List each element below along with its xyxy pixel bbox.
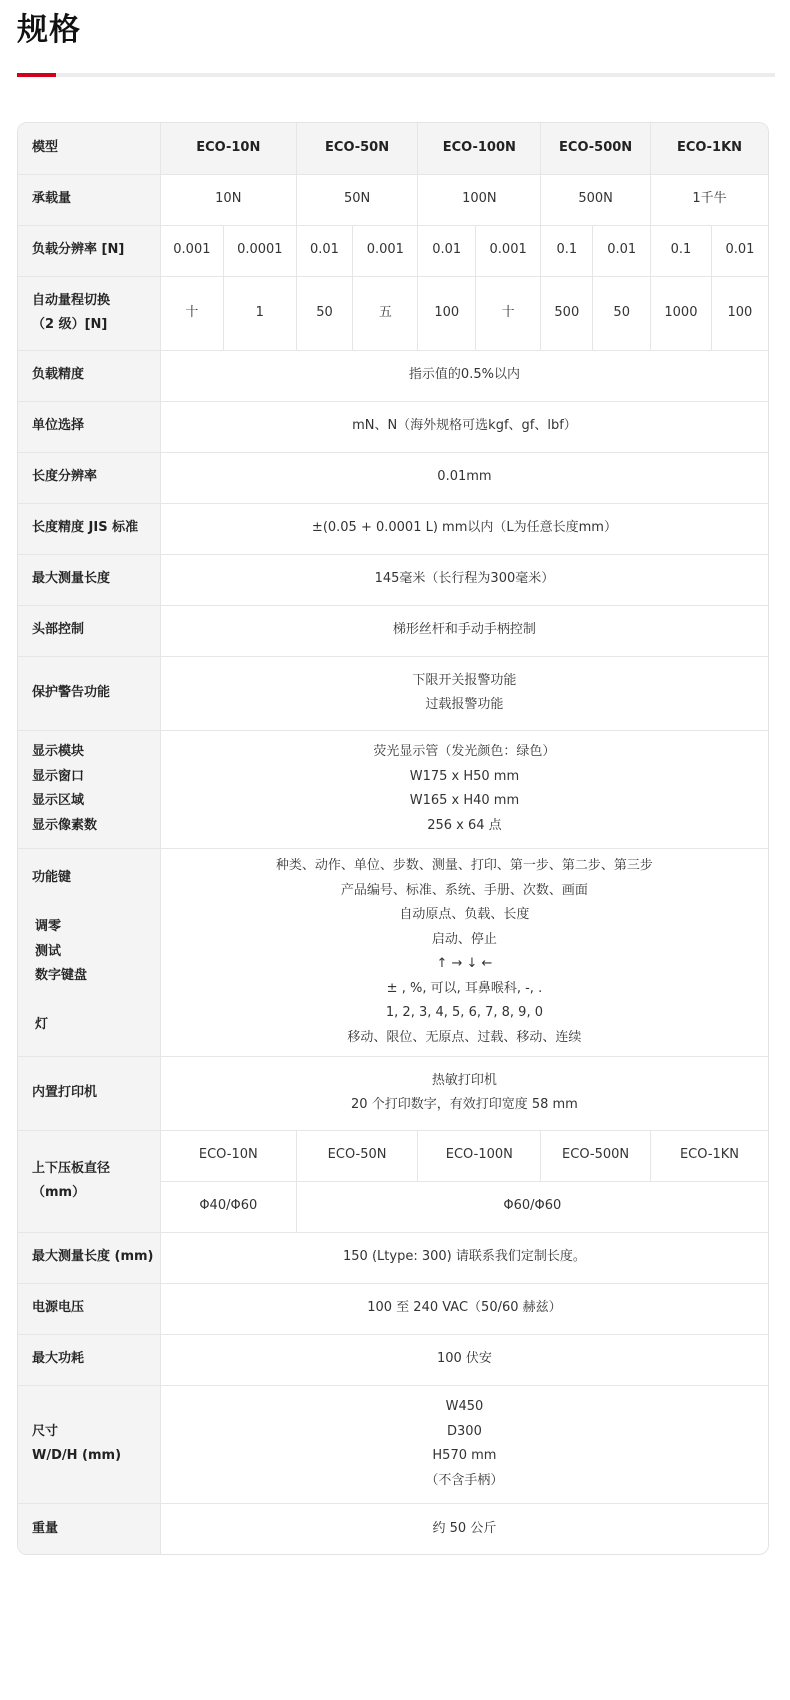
- title-underline: [17, 73, 775, 77]
- row-auto-range: [18, 276, 768, 350]
- row-label-length-resolution: 长度分辨率: [18, 452, 160, 503]
- value-line: H570 mm: [432, 1448, 497, 1463]
- max-length-value: 145毫米（长行程为300毫米）: [160, 554, 768, 605]
- row-length-accuracy: [18, 503, 768, 554]
- label-line: 上下压板直径: [32, 1160, 111, 1176]
- row-label-load-accuracy: 负载精度: [18, 350, 160, 401]
- row-label-power: 最大功耗: [18, 1334, 160, 1385]
- value-line: W175 x H50 mm: [409, 768, 520, 784]
- power-value: 100 伏安: [160, 1334, 768, 1385]
- platen-model-cell: ECO-100N: [418, 1130, 541, 1181]
- printer-value: [160, 1056, 768, 1130]
- label-line: （mm）: [32, 1185, 86, 1200]
- auto-range-cell: 十: [160, 276, 223, 350]
- load-resolution-cell: 0.001: [476, 225, 541, 276]
- value-line: 热敏打印机: [431, 1072, 497, 1088]
- platen-model-cell: ECO-1KN: [651, 1130, 769, 1181]
- row-label-max-length: 最大测量长度: [18, 554, 160, 605]
- platen-value-first: Φ40/Φ60: [160, 1181, 296, 1232]
- row-length-resolution: [18, 452, 768, 503]
- spec-table-container: [17, 122, 769, 1555]
- auto-range-cell: 50: [296, 276, 353, 350]
- row-label-function-keys: [18, 848, 160, 1056]
- row-capacity: [18, 174, 768, 225]
- row-max-length: [18, 554, 768, 605]
- load-accuracy-value: 指示值的0.5%以内: [160, 350, 768, 401]
- label-line: 数字键盘: [35, 968, 88, 984]
- value-line: （不含手柄）: [425, 1472, 504, 1488]
- label-gap: [32, 989, 156, 1014]
- auto-range-cell: 500: [541, 276, 593, 350]
- row-label-load-resolution: 负载分辨率 [N]: [18, 225, 160, 276]
- row-label-protection: 保护警告功能: [18, 656, 160, 730]
- display-value: [160, 730, 768, 848]
- label-line: 尺寸: [32, 1423, 59, 1439]
- value-line: 下限开关报警功能: [412, 672, 517, 688]
- auto-range-cell: 1000: [651, 276, 712, 350]
- row-function-keys: [18, 848, 768, 1056]
- auto-range-cell: 五: [353, 276, 418, 350]
- label-line: 显示模块: [32, 744, 85, 759]
- load-resolution-cell: 0.001: [353, 225, 418, 276]
- model-header: ECO-500N: [541, 123, 651, 174]
- value-line: 种类、动作、单位、步数、测量、打印、第一步、第二步、第三步: [275, 858, 653, 873]
- value-line: 产品编号、标准、系统、手册、次数、画面: [340, 882, 588, 898]
- label-line: 功能键: [32, 870, 72, 886]
- label-gap: [32, 891, 156, 916]
- row-voltage: [18, 1283, 768, 1334]
- row-label-voltage: 电源电压: [18, 1283, 160, 1334]
- title-underline-accent: [17, 73, 56, 77]
- row-load-resolution: [18, 225, 768, 276]
- row-label-unit-select: 单位选择: [18, 401, 160, 452]
- auto-range-cell: 50: [593, 276, 651, 350]
- model-header: ECO-1KN: [651, 123, 769, 174]
- load-resolution-cell: 0.01: [296, 225, 353, 276]
- auto-range-cell: 100: [711, 276, 768, 350]
- row-display: [18, 730, 768, 848]
- value-line: 过载报警功能: [425, 697, 504, 712]
- row-head-control: [18, 605, 768, 656]
- page-title: 规格: [17, 12, 81, 48]
- label-line: 灯: [35, 1017, 49, 1033]
- label-line: （2 级）[N]: [32, 317, 108, 332]
- capacity-cell: 1千牛: [651, 174, 769, 225]
- value-line: 启动、停止: [431, 931, 497, 947]
- model-header: ECO-50N: [296, 123, 418, 174]
- row-label-display: [18, 730, 160, 848]
- row-power: [18, 1334, 768, 1385]
- value-line: W165 x H40 mm: [409, 793, 520, 808]
- head-control-value: 梯形丝杆和手动手柄控制: [160, 605, 768, 656]
- label-line: 显示窗口: [32, 768, 85, 784]
- value-line: 1, 2, 3, 4, 5, 6, 7, 8, 9, 0: [385, 1005, 543, 1020]
- capacity-cell: 500N: [541, 174, 651, 225]
- row-label-printer: 内置打印机: [18, 1056, 160, 1130]
- label-line: W/D/H (mm): [32, 1448, 122, 1463]
- value-line: 自动原点、负载、长度: [399, 907, 530, 922]
- platen-model-cell: ECO-500N: [541, 1130, 651, 1181]
- value-line: W450: [445, 1399, 484, 1414]
- unit-select-value: mN、N（海外规格可选kgf、gf、lbf）: [160, 401, 768, 452]
- platen-model-cell: ECO-50N: [296, 1130, 418, 1181]
- row-label-dimensions: [18, 1385, 160, 1503]
- model-header: ECO-10N: [160, 123, 296, 174]
- label-line: 测试: [35, 943, 62, 959]
- value-line: ± , %, 可以, 耳鼻喉科, -, .: [386, 980, 543, 996]
- load-resolution-cell: 0.0001: [223, 225, 296, 276]
- model-header: ECO-100N: [418, 123, 541, 174]
- row-load-accuracy: [18, 350, 768, 401]
- auto-range-cell: 十: [476, 276, 541, 350]
- voltage-value: 100 至 240 VAC（50/60 赫兹）: [160, 1283, 768, 1334]
- row-label-head-control: 头部控制: [18, 605, 160, 656]
- label-line: 显示区域: [32, 793, 85, 808]
- platen-value-rest: Φ60/Φ60: [296, 1181, 768, 1232]
- row-dimensions: [18, 1385, 768, 1503]
- row-model: [18, 123, 768, 174]
- weight-value: 约 50 公斤: [432, 1520, 497, 1536]
- row-label-capacity: 承载量: [18, 174, 160, 225]
- value-line: ↑ → ↓ ←: [436, 956, 493, 971]
- function-keys-value: [160, 848, 768, 1056]
- row-label-weight: 重量: [18, 1503, 160, 1554]
- row-label-model: 模型: [18, 123, 160, 174]
- platen-model-cell: ECO-10N: [160, 1130, 296, 1181]
- value-line: 移动、限位、无原点、过载、移动、连续: [347, 1029, 582, 1045]
- load-resolution-cell: 0.001: [160, 225, 223, 276]
- row-max-length-mm: [18, 1232, 768, 1283]
- value-line: 20 个打印数字，有效打印宽度 58 mm: [351, 1097, 578, 1112]
- length-resolution-value: 0.01mm: [160, 452, 768, 503]
- row-printer: [18, 1056, 768, 1130]
- row-label-length-accuracy: 长度精度 JIS 标准: [18, 503, 160, 554]
- load-resolution-cell: 0.1: [541, 225, 593, 276]
- load-resolution-cell: 0.01: [593, 225, 651, 276]
- capacity-cell: 10N: [160, 174, 296, 225]
- row-weight: [18, 1503, 768, 1554]
- auto-range-cell: 1: [223, 276, 296, 350]
- row-label-auto-range: [18, 276, 160, 350]
- label-line: 调零: [35, 919, 62, 935]
- capacity-cell: 50N: [296, 174, 418, 225]
- row-unit-select: [18, 401, 768, 452]
- label-line: 自动量程切换: [32, 292, 111, 308]
- row-protection: [18, 656, 768, 730]
- capacity-cell: 100N: [418, 174, 541, 225]
- length-accuracy-value: ±(0.05 + 0.0001 L) mm以内（L为任意长度mm）: [160, 503, 768, 554]
- row-label-max-length-mm: 最大测量长度 (mm): [18, 1232, 160, 1283]
- row-platen-models: [18, 1130, 768, 1181]
- load-resolution-cell: 0.1: [651, 225, 712, 276]
- label-line: 显示像素数: [32, 817, 98, 833]
- load-resolution-cell: 0.01: [418, 225, 476, 276]
- value-line: 256 x 64 点: [427, 817, 502, 833]
- load-resolution-cell: 0.01: [711, 225, 768, 276]
- protection-value: [160, 656, 768, 730]
- row-label-platen: [18, 1130, 160, 1232]
- max-length-mm-value: 150 (Ltype: 300) 请联系我们定制长度。: [160, 1232, 768, 1283]
- value-line: 荧光显示管（发光颜色：绿色）: [373, 744, 556, 759]
- dimensions-value: [160, 1385, 768, 1503]
- spec-table: [18, 123, 768, 1554]
- auto-range-cell: 100: [418, 276, 476, 350]
- value-line: D300: [447, 1423, 482, 1439]
